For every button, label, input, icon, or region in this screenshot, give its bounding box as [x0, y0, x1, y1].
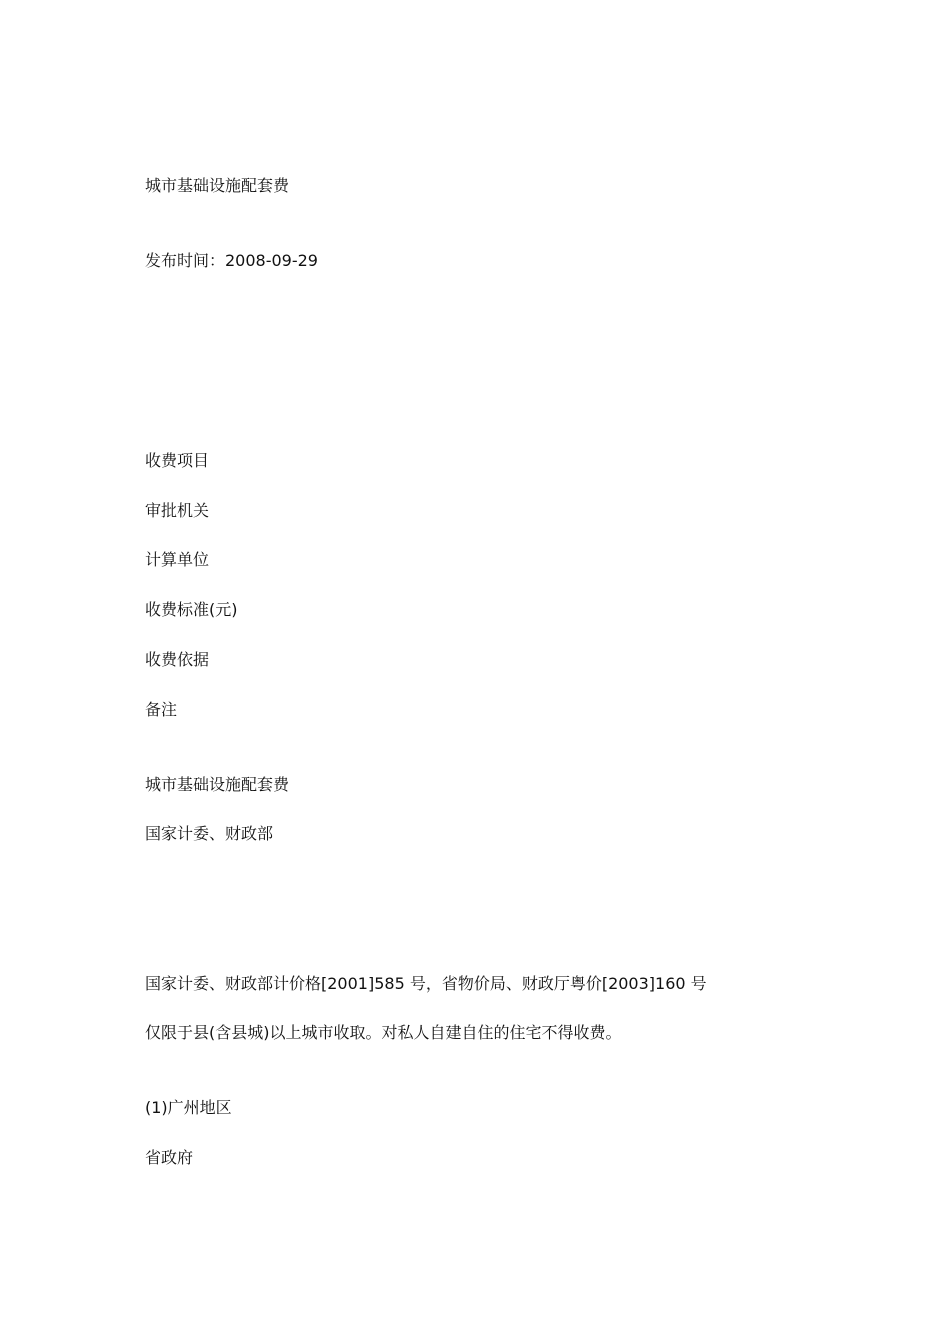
sub-row-region: (1)广州地区 — [145, 1098, 232, 1117]
header-approval-authority: 审批机关 — [145, 501, 210, 520]
row-fee-item: 城市基础设施配套费 — [145, 775, 290, 794]
header-fee-item: 收费项目 — [145, 451, 210, 470]
document-title: 城市基础设施配套费 — [145, 176, 290, 195]
sub-row-approval-authority: 省政府 — [145, 1148, 194, 1167]
row-remarks: 仅限于县(含县城)以上城市收取。对私人自建自住的住宅不得收费。 — [145, 1023, 622, 1042]
row-approval-authority: 国家计委、财政部 — [145, 824, 274, 843]
header-fee-standard: 收费标准(元) — [145, 600, 238, 619]
row-fee-basis: 国家计委、财政部计价格[2001]585 号，省物价局、财政厅粤价[2003]160 号 — [145, 974, 707, 993]
header-unit: 计算单位 — [145, 550, 210, 569]
publish-time: 发布时间：2008-09-29 — [145, 251, 318, 270]
header-remarks: 备注 — [145, 700, 178, 719]
header-fee-basis: 收费依据 — [145, 650, 210, 669]
